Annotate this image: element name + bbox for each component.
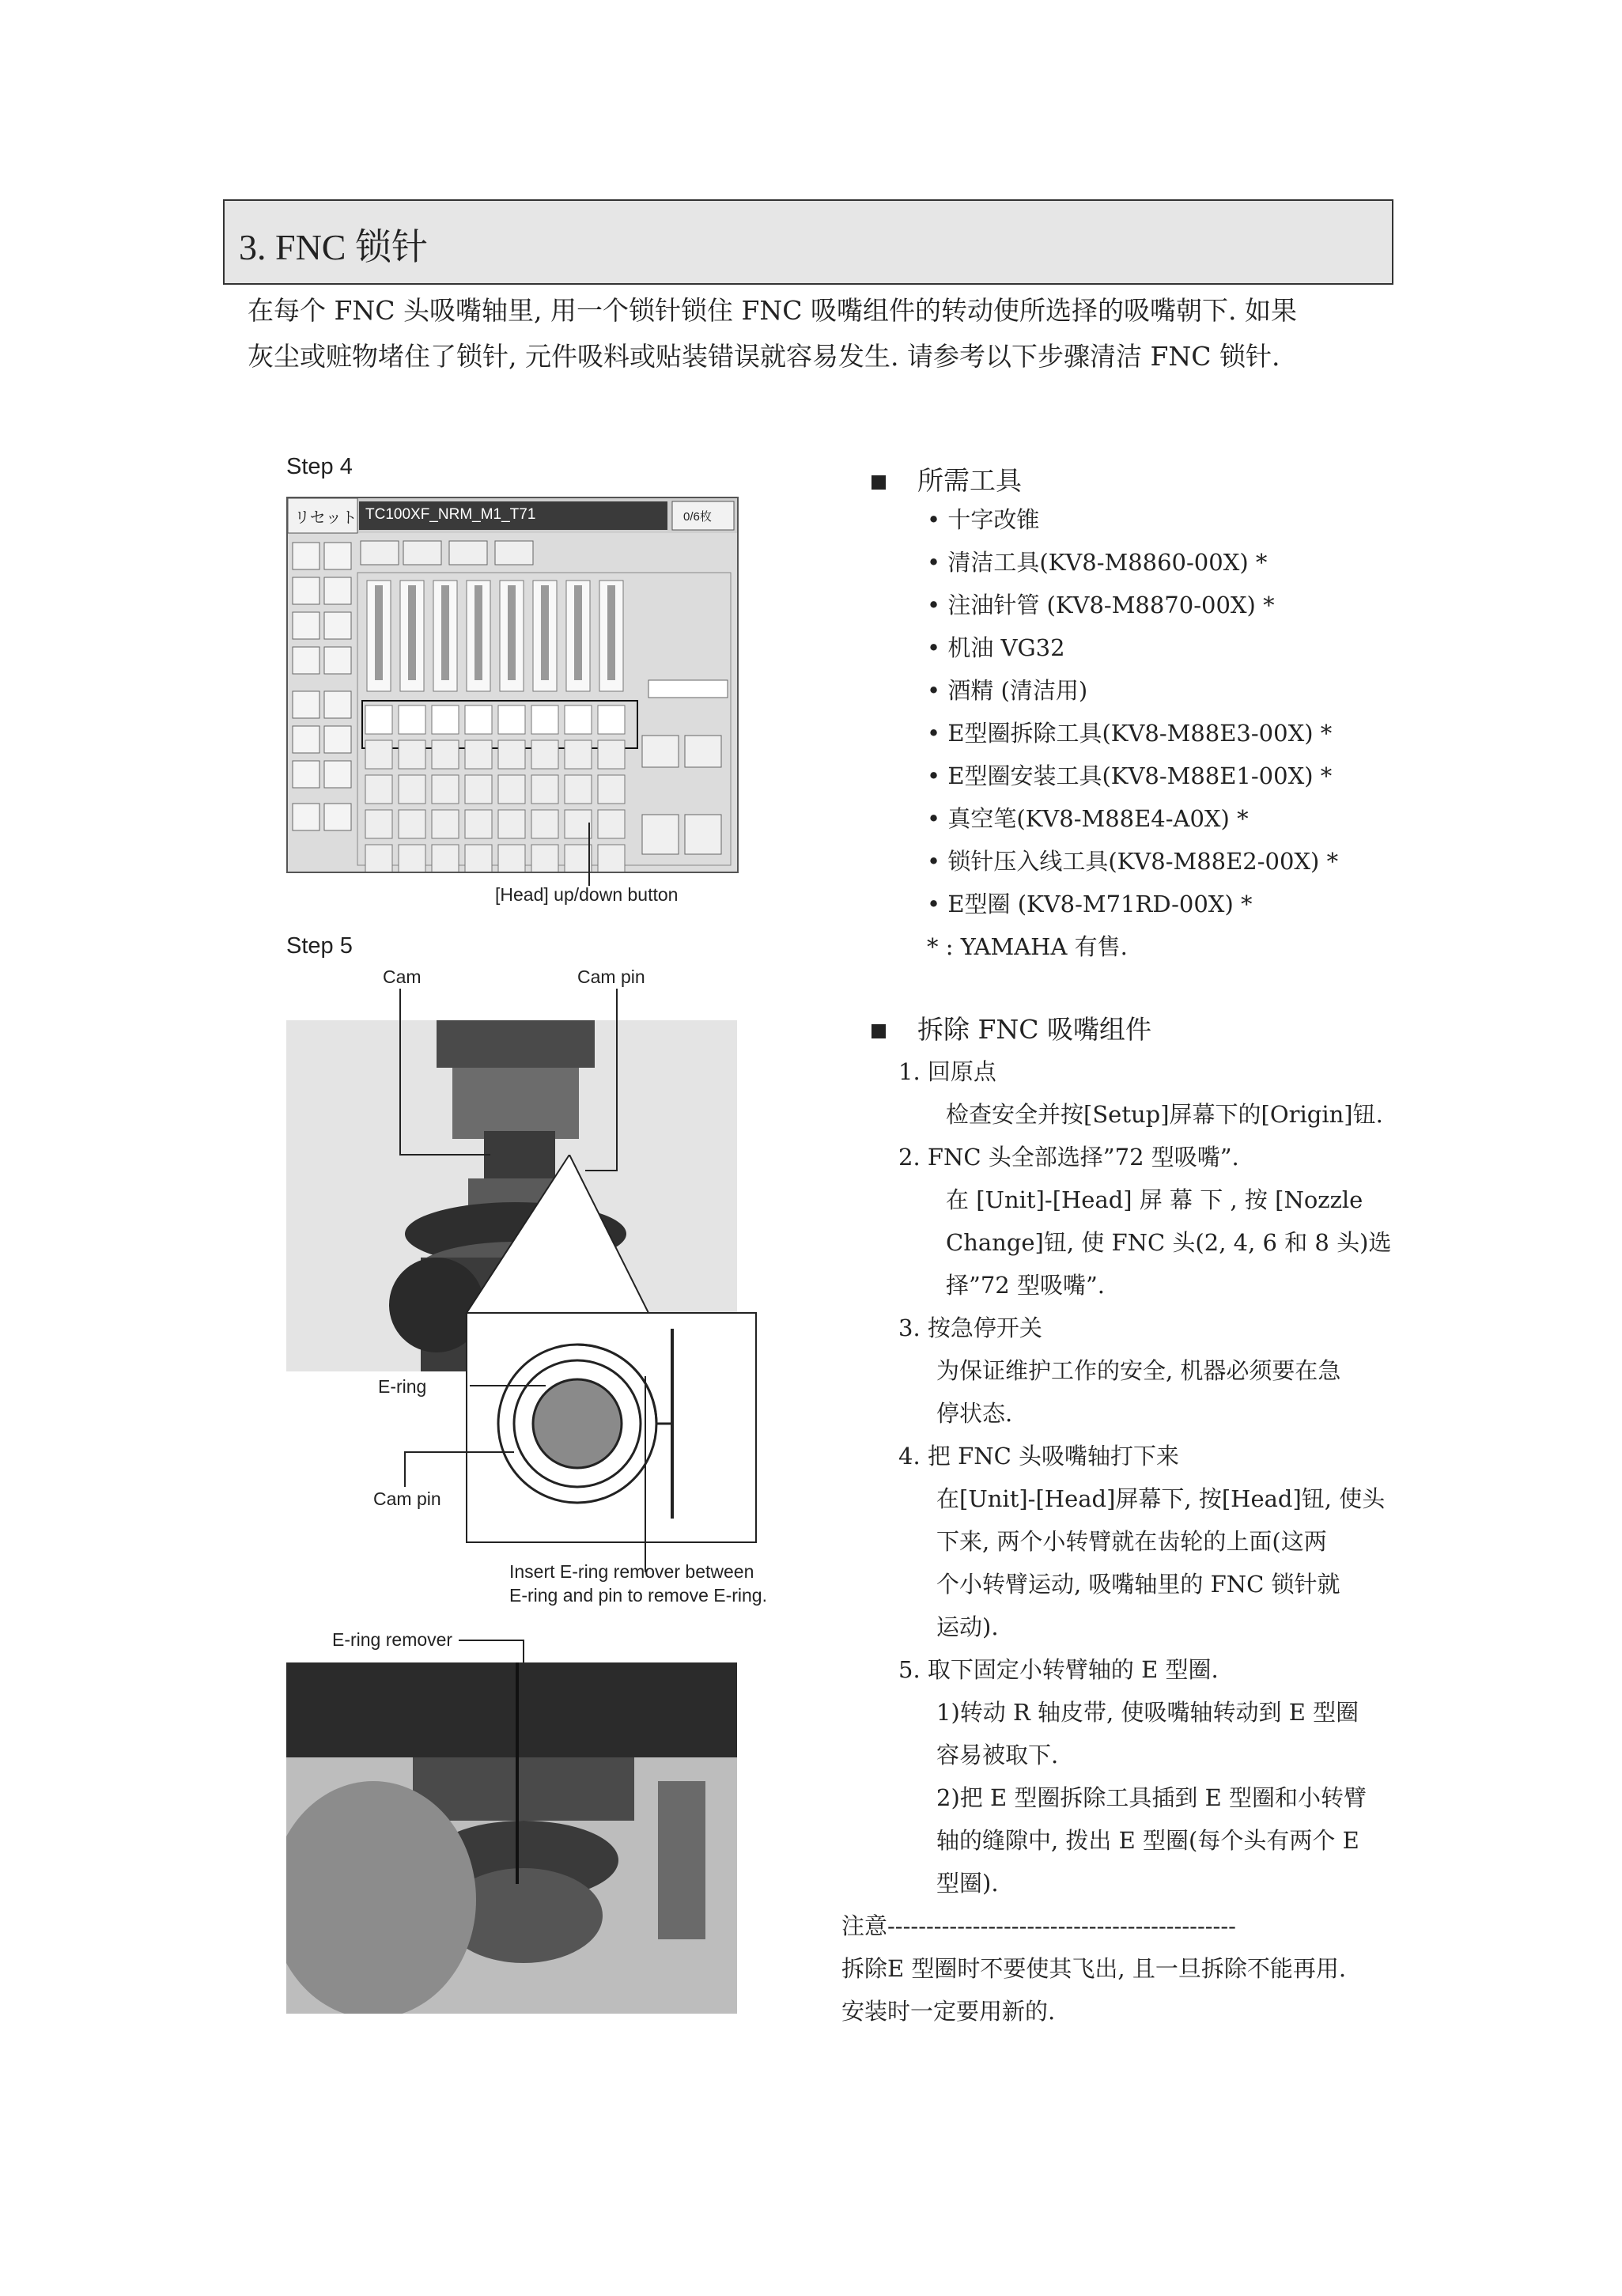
head-button (399, 845, 425, 872)
step-line: 容易被取下. (936, 1742, 1059, 1768)
head-button (399, 775, 425, 804)
step-line: 检查安全并按[Setup]屏幕下的[Origin]钮. (946, 1101, 1383, 1128)
head-button (498, 775, 525, 804)
section-title-box (223, 199, 1393, 285)
head-button (531, 705, 558, 734)
step-line: 下来, 两个小转臂就在齿轮的上面(这两 (936, 1528, 1327, 1555)
removal-steps (898, 1050, 1405, 1905)
head-button (565, 740, 592, 769)
step-line: 2)把 E 型圈拆除工具插到 E 型圈和小转臂 (936, 1784, 1367, 1811)
head-button (432, 845, 459, 872)
head-button (598, 740, 625, 769)
tool-item: • E型圈拆除工具(KV8-M88E3-00X) * (927, 720, 1333, 747)
head-button (465, 810, 492, 838)
tools-heading (871, 460, 1022, 497)
removal-heading (871, 1009, 1151, 1046)
ering-remover-label: E-ring remover (332, 1629, 453, 1650)
head-button (565, 705, 592, 734)
head-button (399, 740, 425, 769)
head-button (498, 845, 525, 872)
step4-label: Step 4 (286, 454, 353, 479)
head-button (498, 705, 525, 734)
step-line: 运动). (936, 1613, 999, 1640)
step4-caption: [Head] up/down button (495, 884, 679, 905)
step-line: 3. 按急停开关 (898, 1314, 1042, 1341)
step-line: 5. 取下固定小转臂轴的 E 型圈. (898, 1656, 1219, 1683)
head-button (432, 740, 459, 769)
head-button (432, 775, 459, 804)
head-button (531, 810, 558, 838)
nozzle-shaft (375, 585, 383, 680)
nozzle-shaft (441, 585, 449, 680)
step-line: 为保证维护工作的安全, 机器必须要在急 (936, 1357, 1341, 1384)
head-button (399, 705, 425, 734)
tools-list (927, 498, 1338, 968)
tool-item: • 机油 VG32 (927, 634, 1065, 661)
nozzle-shaft (408, 585, 416, 680)
head-button (432, 705, 459, 734)
head-button (498, 740, 525, 769)
step-line: 1)转动 R 轴皮带, 使吸嘴轴转动到 E 型圈 (936, 1699, 1359, 1726)
step-line: 在[Unit]-[Head]屏幕下, 按[Head]钮, 使头 (936, 1485, 1386, 1512)
tool-item: • 酒精 (清洁用) (927, 677, 1088, 704)
head-button (598, 775, 625, 804)
step-line: 1. 回原点 (898, 1058, 996, 1085)
insert-note-line-1: Insert E-ring remover between (509, 1561, 754, 1582)
nozzle-shaft (541, 585, 549, 680)
step-line: 个小转臂运动, 吸嘴轴里的 FNC 锁针就 (936, 1571, 1340, 1598)
head-button (498, 810, 525, 838)
cam-label: Cam (383, 966, 422, 987)
tool-item: • 十字改锥 (927, 506, 1040, 533)
step-line: 轴的缝隙中, 拨出 E 型圈(每个头有两个 E (936, 1827, 1359, 1854)
step5-label: Step 5 (286, 933, 353, 959)
nozzle-shaft (574, 585, 582, 680)
step-line: 型圈). (936, 1870, 999, 1897)
step-line: 择”72 型吸嘴”. (946, 1272, 1105, 1299)
square-bullet-icon (871, 475, 886, 490)
head-button (365, 810, 392, 838)
insert-note-line-2: E-ring and pin to remove E-ring. (509, 1585, 767, 1606)
section-title: 3. FNC 锁针 (239, 227, 428, 267)
step-line: Change]钮, 使 FNC 头(2, 4, 6 和 8 头)选 (946, 1229, 1392, 1256)
tool-item: • 真空笔(KV8-M88E4-A0X) * (927, 805, 1249, 832)
ering-label: E-ring (378, 1376, 427, 1397)
head-button (465, 775, 492, 804)
inset-leader-lines (395, 1376, 712, 1582)
removal-heading-text: 拆除 FNC 吸嘴组件 (917, 1014, 1152, 1045)
screen-counter: 0/6枚 (683, 510, 712, 524)
head-button (365, 740, 392, 769)
head-button (365, 705, 392, 734)
nozzle-shaft (475, 585, 482, 680)
square-bullet-icon (871, 1024, 886, 1038)
intro-line-1: 在每个 FNC 头吸嘴轴里, 用一个锁针锁住 FNC 吸嘴组件的转动使所选择的吸嘴朝下. 如果 (248, 295, 1297, 326)
head-button (465, 845, 492, 872)
note-line-2: 安装时一定要用新的. (841, 1998, 1056, 2025)
head-button (531, 740, 558, 769)
cam-leader-lines (380, 989, 633, 1178)
step-line: 2. FNC 头全部选择”72 型吸嘴”. (898, 1144, 1239, 1171)
nozzle-shaft (607, 585, 615, 680)
tools-heading-text: 所需工具 (917, 465, 1022, 496)
tools-footnote: * : YAMAHA 有售. (927, 933, 1128, 960)
step-line: 4. 把 FNC 头吸嘴轴打下来 (898, 1443, 1180, 1470)
tool-item: • 清洁工具(KV8-M8860-00X) * (927, 549, 1268, 576)
tool-item: • 注油针管 (KV8-M8870-00X) * (927, 592, 1275, 618)
head-button (598, 705, 625, 734)
ering-remover-photo (286, 1662, 737, 2014)
tool-item: • E型圈安装工具(KV8-M88E1-00X) * (927, 762, 1333, 789)
head-button (365, 775, 392, 804)
step-line: 在 [Unit]-[Head] 屏 幕 下 , 按 [Nozzle (946, 1186, 1363, 1213)
note-label: 注意--------------------------------------------- (841, 1912, 1236, 1939)
head-button (399, 810, 425, 838)
head-button (531, 775, 558, 804)
head-button (531, 845, 558, 872)
intro-line-2: 灰尘或赃物堵住了锁针, 元件吸料或贴装错误就容易发生. 请参考以下步骤清洁 FNC 锁针. (248, 341, 1280, 372)
cam-pin-label-2: Cam pin (373, 1488, 441, 1509)
step-line: 停状态. (936, 1400, 1013, 1427)
screen-reset-button: リセット (294, 509, 357, 527)
head-button (565, 775, 592, 804)
step4-leader-line (585, 823, 593, 886)
screen-drawing (288, 498, 737, 872)
step4-screen (286, 497, 739, 873)
cam-pin-label: Cam pin (577, 966, 645, 987)
head-button (465, 705, 492, 734)
nozzle-shaft (508, 585, 516, 680)
tool-item: • E型圈 (KV8-M71RD-00X) * (927, 891, 1253, 917)
head-button (598, 810, 625, 838)
head-button (465, 740, 492, 769)
head-button (598, 845, 625, 872)
note-line-1: 拆除E 型圈时不要使其飞出, 且一旦拆除不能再用. (841, 1955, 1347, 1982)
screen-title: TC100XF_NRM_M1_T71 (365, 506, 536, 523)
head-button (432, 810, 459, 838)
tool-item: • 锁针压入线工具(KV8-M88E2-00X) * (927, 848, 1339, 875)
head-button (365, 845, 392, 872)
